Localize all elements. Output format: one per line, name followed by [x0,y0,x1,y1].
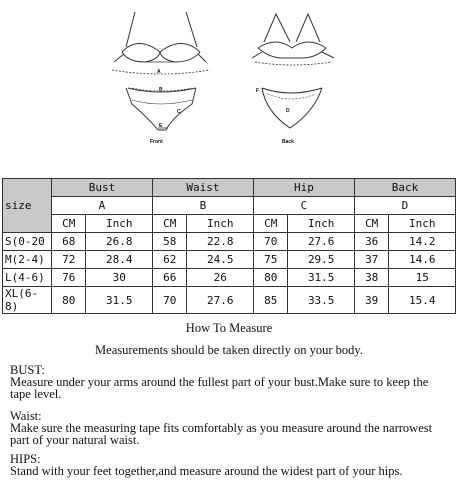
table-unit-row [3,215,456,233]
back-letter: D [354,197,455,215]
table-row [3,269,456,287]
value-cell: 76 [52,269,86,287]
size-cell: XL(6-8) [3,287,52,314]
bust-heading: BUST: [10,363,45,377]
size-cell: L(4-6) [3,269,52,287]
measurement-diagram [0,0,458,160]
table-row [3,287,456,314]
value-cell: 58 [152,233,186,251]
back-bottom-illustration [262,88,322,128]
value-cell: 75 [253,251,287,269]
unit-inch: Inch [389,215,456,233]
marker-b: B [159,87,163,93]
value-cell: 36 [354,233,388,251]
how-to-subtitle: Measurements should be taken directly on your body. [95,343,363,357]
value-cell: 30 [86,269,153,287]
hips-section [10,453,450,477]
bust-text: Measure under your arms around the fullest part of your bust.Make sure to keep the tape level. [10,375,429,401]
value-cell: 27.6 [288,233,355,251]
value-cell: 15.4 [389,287,456,314]
hip-letter: C [253,197,354,215]
table-row [3,233,456,251]
value-cell: 15 [389,269,456,287]
back-caption: Back [282,139,294,145]
waist-header: Waist [152,179,253,197]
value-cell: 70 [152,287,186,314]
table-header-row [3,179,456,197]
back-header: Back [354,179,455,197]
size-chart-table [2,178,456,314]
bust-section [10,364,450,400]
value-cell: 27.6 [187,287,254,314]
value-cell: 85 [253,287,287,314]
how-to-title: How To Measure [185,321,273,335]
table-row [3,251,456,269]
value-cell: 14.6 [389,251,456,269]
back-bra-illustration [252,14,334,65]
waist-text: Make sure the measuring tape fits comfortably as you measure around the narrowest part of your natural waist. [10,421,433,447]
marker-e: E [159,123,163,129]
unit-cm: CM [152,215,186,233]
value-cell: 24.5 [187,251,254,269]
front-bra-illustration [112,12,210,74]
value-cell: 26.8 [86,233,153,251]
marker-c: C [177,109,181,115]
value-cell: 26 [187,269,254,287]
marker-a: A [157,69,161,75]
hips-heading: HIPS: [10,452,41,466]
unit-cm: CM [354,215,388,233]
waist-section [10,410,450,446]
value-cell: 22.8 [187,233,254,251]
waist-heading: Waist: [10,409,42,423]
value-cell: 37 [354,251,388,269]
front-caption: Front [150,139,163,145]
value-cell: 28.4 [86,251,153,269]
value-cell: 80 [253,269,287,287]
value-cell: 31.5 [288,269,355,287]
waist-letter: B [152,197,253,215]
size-header: size [3,179,52,233]
value-cell: 14.2 [389,233,456,251]
unit-inch: Inch [86,215,153,233]
unit-cm: CM [253,215,287,233]
value-cell: 39 [354,287,388,314]
value-cell: 66 [152,269,186,287]
bust-letter: A [52,197,153,215]
size-cell: M(2-4) [3,251,52,269]
hips-text: Stand with your feet together,and measure around the widest part of your hips. [10,464,403,478]
marker-f: F [256,88,260,94]
value-cell: 33.5 [288,287,355,314]
value-cell: 29.5 [288,251,355,269]
hip-header: Hip [253,179,354,197]
marker-d: D [286,108,290,114]
size-cell: S(0-20 [3,233,52,251]
value-cell: 70 [253,233,287,251]
value-cell: 72 [52,251,86,269]
value-cell: 38 [354,269,388,287]
bust-header: Bust [52,179,153,197]
unit-inch: Inch [187,215,254,233]
value-cell: 80 [52,287,86,314]
table-letter-row [3,197,456,215]
unit-inch: Inch [288,215,355,233]
value-cell: 62 [152,251,186,269]
value-cell: 31.5 [86,287,153,314]
unit-cm: CM [52,215,86,233]
value-cell: 68 [52,233,86,251]
